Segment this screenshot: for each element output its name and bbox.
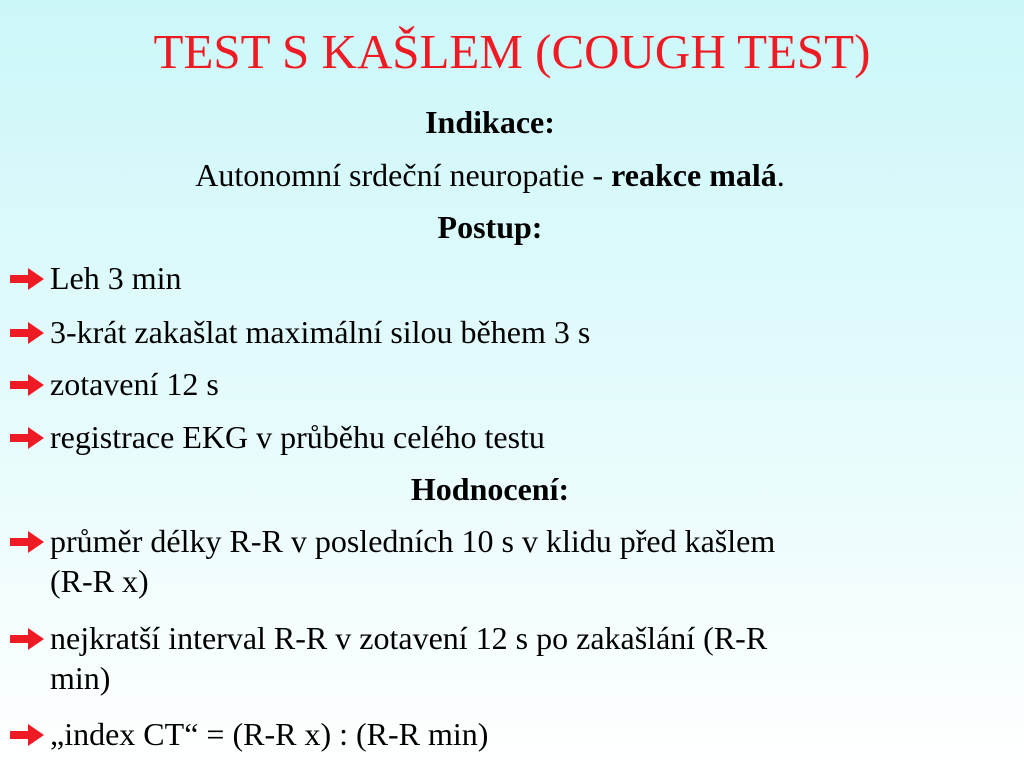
hodnoceni-heading: Hodnocení: [410,471,570,507]
postup-bullet-4 [10,417,1010,457]
postup-bullet-3 [10,364,1010,404]
postup-item-text: Leh 3 min [50,260,182,296]
right-arrow-icon [10,521,50,561]
right-arrow-icon [10,618,50,658]
hodnoceni-bullet-3 [10,714,1010,754]
hodnoceni-item-line: nejkratší interval R-R v zotavení 12 s po zakašlání (R-R [50,620,768,656]
indikace-text [0,155,980,195]
hodnoceni-item-text [10,521,1010,601]
right-arrow-icon [10,714,50,754]
postup-bullet-2 [10,312,1010,352]
indikace-heading: Indikace: [425,104,555,140]
right-arrow-icon [10,417,50,457]
hodnoceni-bullet-2 [10,618,1010,698]
indikace-text-end: . [776,157,785,193]
indikace-text-plain: Autonomní srdeční neuropatie - [195,157,612,193]
postup-heading: Postup: [437,209,543,245]
hodnoceni-bullet-1 [10,521,1010,601]
hodnoceni-item-line: průměr délky R-R v posledních 10 s v klidu před kašlem [50,523,776,559]
indikace-text-bold: reakce malá [611,157,777,193]
right-arrow-icon [10,258,50,298]
hodnoceni-item-text [10,618,1010,698]
right-arrow-icon [10,364,50,404]
slide-title: TEST S KAŠLEM (COUGH TEST) [153,24,871,79]
hodnoceni-item-line: min) [50,660,111,696]
postup-item-text: registrace EKG v průběhu celého testu [50,419,545,455]
postup-item-text: 3-krát zakašlat maximální silou během 3 s [50,314,591,350]
postup-item-text: zotavení 12 s [50,366,219,402]
hodnoceni-item-text: „index CT“ = (R-R x) : (R-R min) [50,716,489,752]
hodnoceni-item-line: (R-R x) [50,563,149,599]
postup-bullet-1 [10,258,1010,298]
right-arrow-icon [10,312,50,352]
